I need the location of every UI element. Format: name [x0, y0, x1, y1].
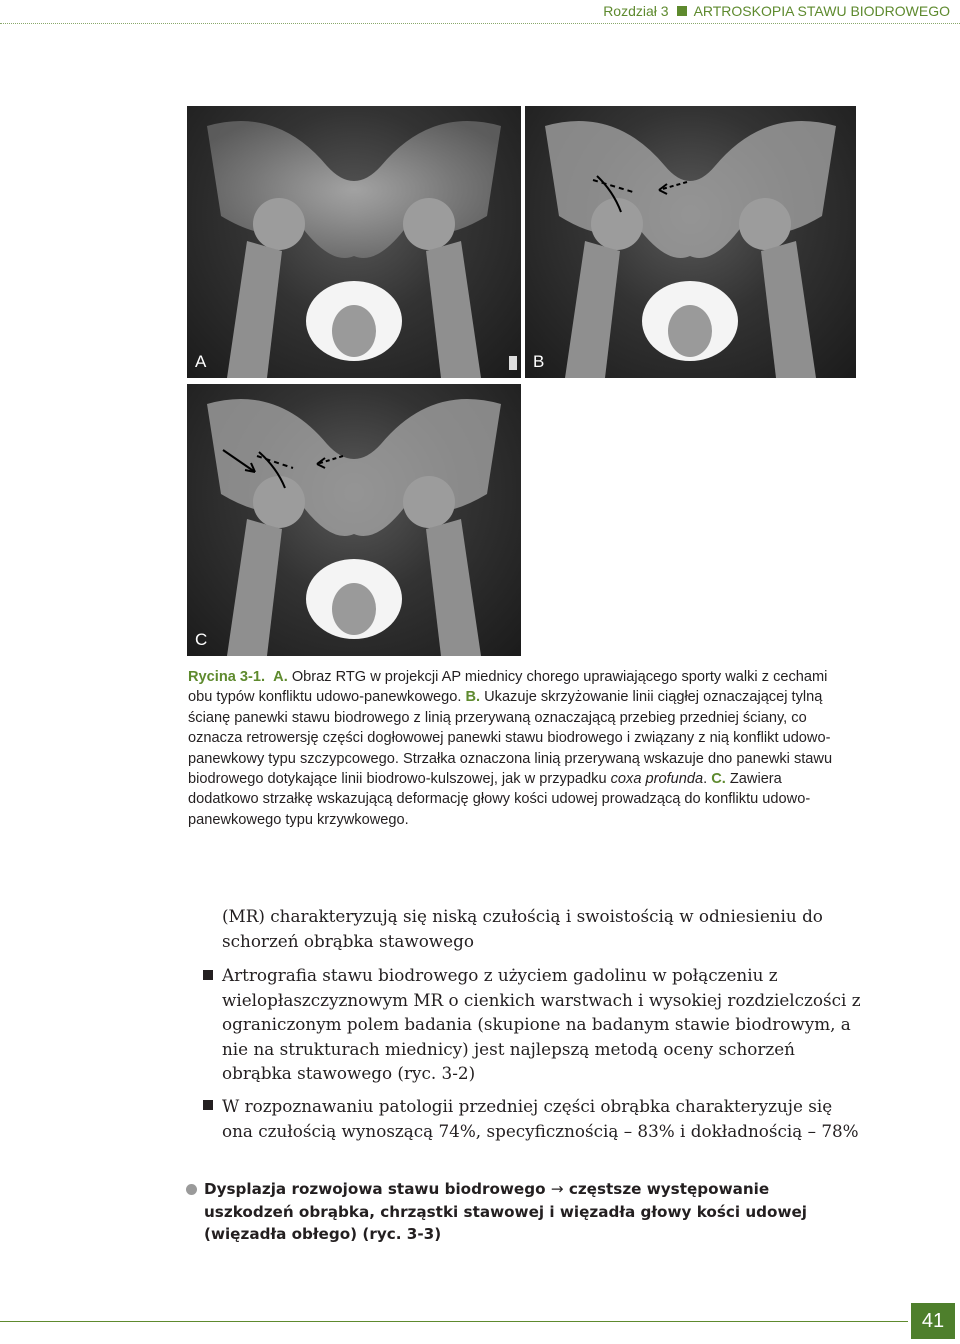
caption-part-b: Ukazuje skrzyżowanie linii ciągłej oznaczającej tylną ścianę panewki stawu biodrowego z linią przerywaną oznaczającą przebieg przedniej ściany, co oznacza retrowersję części dogłowowej panewki stawu biodrowego i związany z nią konflikt udowo-panewkowy typu szczypcowego. Strzałka oznaczona linią przerywaną wskazuje dno panewki stawu biodrowego dotykające linii biodrowo-kulszowej, jak w przypadku — [188, 689, 833, 788]
figure-caption — [188, 667, 848, 830]
header-divider — [0, 23, 960, 24]
caption-part-a: Obraz RTG w projekcji AP miednicy chorego uprawiającego sporty walki z cechami obu typów konfliktu udowo-panewkowego. — [188, 669, 828, 706]
chapter-label: Rozdział 3 — [603, 3, 669, 19]
square-bullet-icon — [203, 1100, 213, 1110]
caption-part-a-label: A. — [273, 669, 288, 685]
caption-part-c-label: C. — [711, 771, 726, 788]
xray-panel-b — [525, 106, 856, 378]
circle-bullet-icon — [186, 1184, 197, 1195]
key-point-end: częstsze występowanie uszkodzeń obrąbka, chrząstki stawowej i więzadła głowy kości udowej (więzadła obłego) (ryc. 3-3) — [204, 1180, 808, 1244]
chapter-title: ARTROSKOPIA STAWU BIODROWEGO — [693, 3, 950, 19]
panel-letter-a: A — [195, 352, 207, 371]
caption-part-b-label: B. — [465, 689, 481, 706]
running-header — [603, 0, 960, 22]
page-number: 41 — [911, 1303, 955, 1339]
square-bullet-icon — [677, 6, 687, 16]
square-bullet-icon — [203, 970, 213, 980]
footer-divider — [0, 1321, 908, 1322]
key-point — [204, 1178, 854, 1246]
caption-part-c: Zawiera dodatkowo strzałkę wskazującą deformację głowy kości udowej prowadzącą do konfliktu udowo-panewkowego typu krzywkowego. — [188, 771, 811, 828]
xray-panel-c — [187, 384, 521, 656]
xray-image-b — [525, 106, 856, 378]
caption-part-b-end: . — [703, 771, 712, 788]
right-arrow-icon: → — [550, 1180, 564, 1198]
caption-italic-term: coxa profunda — [610, 771, 704, 788]
key-point-start: Dysplazja rozwojowa stawu biodrowego — [204, 1180, 546, 1198]
bullet-item-arthrography: Artrografia stawu biodrowego z użyciem gadolinu w połączeniu z wielopłaszczyznowym MR o cienkich warstwach i wysokiej rozdzielczości z ograniczonym polem badania (skupione na badanym stawie biodrowym, a nie na strukturach miednicy) jest najlepszą metodą oceny schorzeń obrąbka stawowego (ryc. 3-2) — [222, 965, 861, 1083]
panel-letter-b: B — [533, 352, 545, 371]
xray-image-a — [187, 106, 521, 378]
bullet-item-sensitivity: W rozpoznawaniu patologii przedniej części obrąbka charakteryzuje się ona czułością wynoszącą 74%, specyficznością – 83% i dokładnością – 78% — [222, 1096, 859, 1141]
paragraph-continuation: (MR) charakteryzują się niską czułością i swoistością w odniesieniu do schorzeń obrąbka stawowego — [222, 906, 823, 951]
xray-panel-a — [187, 106, 521, 378]
xray-image-c — [187, 384, 521, 656]
caption-label: Rycina 3-1. — [188, 669, 266, 685]
panel-letter-c: C — [195, 630, 208, 649]
